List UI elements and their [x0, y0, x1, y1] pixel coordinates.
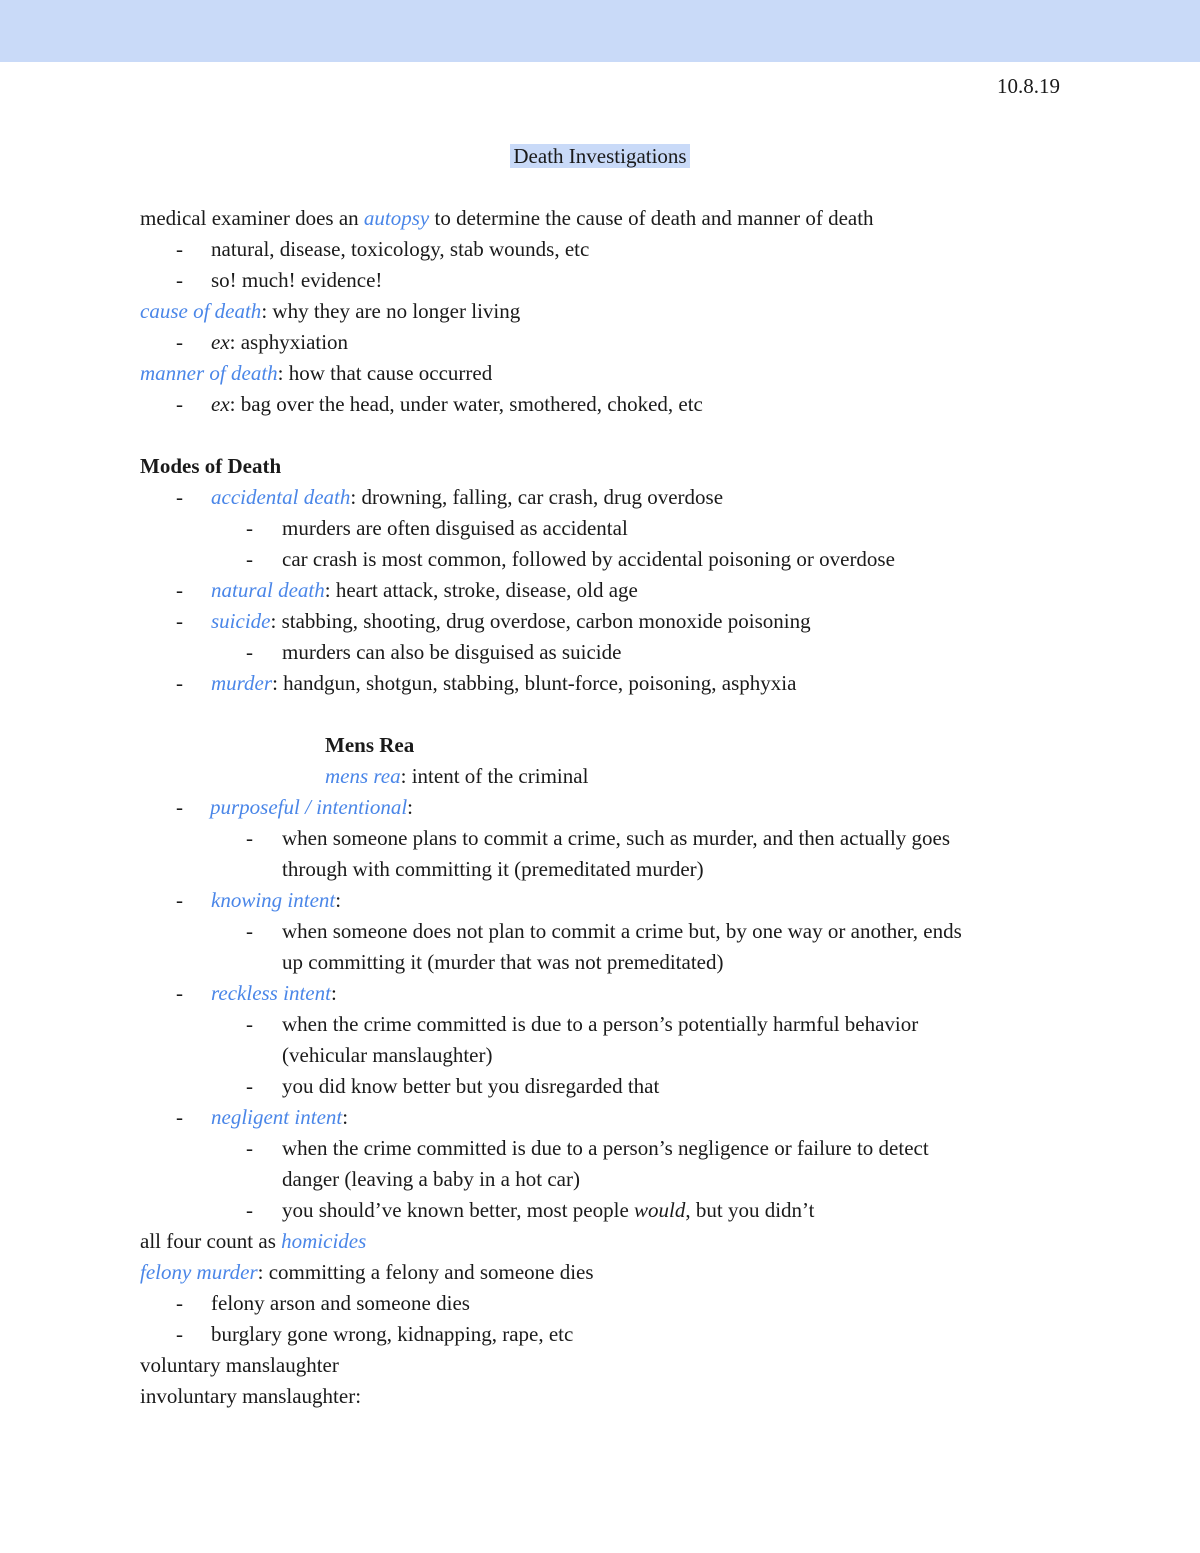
bullet-dash: -	[176, 578, 183, 602]
colon: :	[407, 795, 414, 819]
list-item-text: natural, disease, toxicology, stab wounds, etc	[211, 237, 590, 261]
bullet-dash: -	[246, 516, 253, 540]
sub-list-item-text: when the crime committed is due to a person’s negligence or failure to detect	[282, 1136, 929, 1160]
heading-text: Mens Rea	[325, 733, 415, 757]
sub-list-item-text: when someone plans to commit a crime, such as murder, and then actually goes	[282, 826, 951, 850]
intro-line	[140, 205, 874, 231]
section-heading-modes	[140, 453, 281, 479]
bullet-dash: -	[176, 237, 183, 261]
sub-list-item-text-end: , but you didn’t	[685, 1198, 815, 1222]
list-item-text: so! much! evidence!	[211, 268, 383, 292]
intro-text: medical examiner does an	[140, 206, 364, 230]
term-accidental-death: accidental death	[211, 485, 351, 509]
definition-text: : why they are no longer living	[261, 299, 521, 323]
example-label: ex	[211, 330, 230, 354]
bullet-dash: -	[176, 671, 183, 695]
definition-text: : how that cause occurred	[277, 361, 493, 385]
term-cause-of-death: cause of death	[140, 299, 262, 323]
sub-list-item-continuation: (vehicular manslaughter)	[282, 1043, 493, 1067]
page-title	[0, 143, 1200, 169]
bullet-dash: -	[246, 1198, 253, 1222]
homicides-text: all four count as	[140, 1229, 282, 1253]
list-item-text: felony arson and someone dies	[211, 1291, 470, 1315]
definition-mens-rea	[325, 763, 588, 789]
bullet-dash: -	[246, 1136, 253, 1160]
term-purposeful-intentional: purposeful / intentional	[210, 795, 408, 819]
term-mens-rea: mens rea	[325, 764, 401, 788]
bullet-dash: -	[246, 919, 253, 943]
definition-text: : committing a felony and someone dies	[257, 1260, 594, 1284]
list-item-text: : drowning, falling, car crash, drug overdose	[350, 485, 724, 509]
bullet-dash: -	[176, 981, 183, 1005]
term-manner-of-death: manner of death	[140, 361, 278, 385]
voluntary-manslaughter: voluntary manslaughter	[140, 1353, 339, 1377]
bullet-dash: -	[176, 1291, 183, 1315]
sub-list-item-text: murders can also be disguised as suicide	[282, 640, 622, 664]
term-natural-death: natural death	[211, 578, 325, 602]
colon: :	[342, 1105, 349, 1129]
term-autopsy: autopsy	[363, 206, 430, 230]
sub-list-item-text: when the crime committed is due to a person’s potentially harmful behavior	[282, 1012, 919, 1036]
bullet-dash: -	[176, 795, 183, 819]
sub-list-item-continuation: danger (leaving a baby in a hot car)	[282, 1167, 580, 1191]
term-reckless-intent: reckless intent	[211, 981, 331, 1005]
list-item-text: burglary gone wrong, kidnapping, rape, etc	[211, 1322, 574, 1346]
note-date: 10.8.19	[997, 74, 1060, 98]
bullet-dash: -	[176, 609, 183, 633]
definition-cause-of-death	[140, 298, 520, 324]
bullet-dash: -	[246, 547, 253, 571]
bullet-dash: -	[176, 330, 183, 354]
list-item-text: : stabbing, shooting, drug overdose, carbon monoxide poisoning	[270, 609, 811, 633]
colon: :	[330, 981, 337, 1005]
example-label: ex	[211, 392, 230, 416]
definition-felony-murder	[140, 1259, 594, 1285]
sub-list-item-text: when someone does not plan to commit a crime but, by one way or another, ends	[282, 919, 962, 943]
list-item-text: : handgun, shotgun, stabbing, blunt-force, poisoning, asphyxia	[272, 671, 797, 695]
example-text: : asphyxiation	[229, 330, 349, 354]
example-text: : bag over the head, under water, smothered, choked, etc	[229, 392, 703, 416]
sub-list-item-text: you did know better but you disregarded that	[282, 1074, 660, 1098]
definition-text: : intent of the criminal	[400, 764, 589, 788]
bullet-dash: -	[176, 1105, 183, 1129]
definition-manner-of-death	[140, 360, 492, 386]
list-item-text: : heart attack, stroke, disease, old age	[324, 578, 638, 602]
intro-text-end: to determine the cause of death and manner of death	[429, 206, 874, 230]
bullet-dash: -	[176, 485, 183, 509]
heading-text: Modes of Death	[140, 454, 282, 478]
bullet-dash: -	[176, 268, 183, 292]
page-title-text: Death Investigations	[510, 144, 689, 168]
sub-list-item-continuation: through with committing it (premeditated murder)	[282, 857, 704, 881]
term-felony-murder: felony murder	[140, 1260, 258, 1284]
homicides-line	[140, 1228, 366, 1254]
term-negligent-intent: negligent intent	[211, 1105, 343, 1129]
top-color-band	[0, 0, 1200, 62]
bullet-dash: -	[246, 1012, 253, 1036]
term-knowing-intent: knowing intent	[211, 888, 336, 912]
term-suicide: suicide	[211, 609, 271, 633]
bullet-dash: -	[176, 1322, 183, 1346]
term-murder: murder	[211, 671, 273, 695]
sub-list-item-text: murders are often disguised as accidental	[282, 516, 628, 540]
sub-list-item-text: car crash is most common, followed by accidental poisoning or overdose	[282, 547, 895, 571]
bullet-dash: -	[246, 1074, 253, 1098]
bullet-dash: -	[246, 640, 253, 664]
colon: :	[335, 888, 342, 912]
bullet-dash: -	[176, 888, 183, 912]
bullet-dash: -	[246, 826, 253, 850]
term-homicides: homicides	[281, 1229, 367, 1253]
sub-list-item-continuation: up committing it (murder that was not premeditated)	[282, 950, 724, 974]
bullet-dash: -	[176, 392, 183, 416]
sub-list-item-text: you should’ve known better, most people	[282, 1198, 635, 1222]
involuntary-manslaughter: involuntary manslaughter:	[140, 1384, 362, 1408]
emphasis-would: would	[634, 1198, 686, 1222]
section-heading-mens-rea	[325, 732, 414, 758]
